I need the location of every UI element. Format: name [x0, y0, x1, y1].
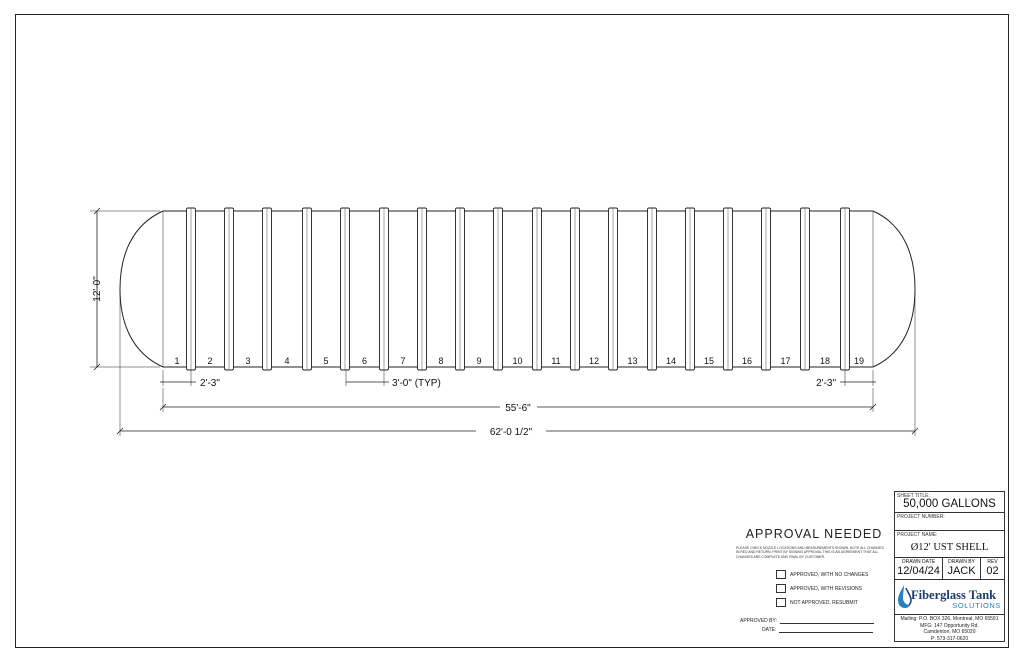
drawn-date-cell: [895, 558, 943, 579]
project-number-cell: [895, 513, 1004, 531]
company-address: [895, 616, 1004, 642]
rev-cell: [981, 558, 1004, 579]
sheet-title-label: SHEET TITLE:: [897, 493, 930, 499]
option-not-approved[interactable]: [776, 598, 858, 607]
address-line: P: 573-317-0620: [930, 635, 969, 642]
section-number: 13: [627, 356, 638, 366]
date-line[interactable]: [779, 626, 873, 633]
sheet-title-cell: [895, 492, 1004, 513]
typical-spacing-dimension: [346, 370, 389, 386]
section-number: 1: [174, 356, 180, 366]
section-number: 3: [245, 356, 251, 366]
rev-label: REV: [987, 559, 998, 565]
option-label: NOT APPROVED, RESUBMIT: [790, 599, 858, 606]
section-numbers: [174, 356, 864, 366]
approved-by-label: APPROVED BY:: [740, 618, 777, 624]
address-line: MFG: 147 Opportunity Rd.: [920, 622, 979, 629]
right-end-dimension: [840, 370, 876, 386]
water-drop-icon: [898, 585, 910, 608]
section-number: 4: [284, 356, 290, 366]
company-name: Fiberglass Tank: [911, 588, 997, 602]
section-number: 5: [323, 356, 329, 366]
drawing-info-row: [895, 558, 1004, 580]
checkbox-approved-with-revisions[interactable]: [776, 584, 786, 593]
approval-title: APPROVAL NEEDED: [745, 527, 883, 541]
section-number: 11: [551, 356, 561, 366]
project-name-label: PROJECT NAME:: [897, 532, 938, 538]
option-approved-no-changes[interactable]: [776, 570, 868, 579]
section-number: 6: [361, 356, 368, 366]
title-block: [894, 491, 1005, 642]
drawn-date-label: DRAWN DATE: [901, 559, 936, 565]
checkbox-not-approved[interactable]: [776, 598, 786, 607]
option-label: APPROVED, WITH NO CHANGES: [790, 571, 869, 578]
company-logo: [895, 580, 1004, 614]
address-line: Camdenton, MO 65020: [923, 629, 976, 635]
left-end-dimension: [160, 370, 196, 386]
section-number: 9: [476, 356, 482, 366]
address-line: Mailing: P.O. BOX 326, Montreal, MO 65591: [900, 616, 999, 622]
sheet-title: 50,000 GALLONS: [903, 498, 996, 510]
drawn-by-label: DRAWN BY: [948, 559, 975, 565]
project-number-label: PROJECT NUMBER:: [897, 514, 945, 520]
section-number: 12: [588, 356, 600, 366]
section-number: 10: [512, 356, 523, 366]
shell-length-dim-text: 55'-6": [505, 403, 531, 414]
tank-outline: [120, 211, 915, 367]
date-label: DATE:: [762, 627, 777, 633]
approval-note: PLEASE CHECK NOZZLE LOCATIONS AND MEASUREMENTS SHOWN. NOTE ALL CHANGES IN RED AND RETURN. PRINT BY SIGNING APPROVAL THIS IS AN AGREEMENT THAT ALL CHANGES ARE COMPLETE AND FINAL BY CUSTOMER.: [736, 546, 884, 559]
section-number: 7: [400, 356, 406, 366]
height-dim-text: 12'-0": [92, 276, 103, 302]
left-end-dim-text: 2'-3": [200, 378, 220, 389]
drawn-by: JACK: [947, 565, 976, 577]
logo-cell: [895, 580, 1004, 615]
section-number: 17: [780, 356, 791, 366]
project-name: Ø12' UST SHELL: [910, 542, 989, 553]
overall-length-dim-text: 62'-0 1/2": [489, 427, 533, 438]
drawn-by-cell: [943, 558, 981, 579]
date-row[interactable]: [762, 626, 873, 633]
tank-right-head: [873, 211, 915, 367]
rev: 02: [986, 565, 999, 577]
option-approved-with-revisions[interactable]: [776, 584, 862, 593]
approved-by-row[interactable]: [740, 617, 874, 624]
typical-spacing-dim-text: 3'-0" (TYP): [392, 378, 441, 389]
section-number: 14: [665, 356, 677, 366]
section-number: 8: [438, 356, 444, 366]
project-name-cell: [895, 531, 1004, 558]
checkbox-approved-no-changes[interactable]: [776, 570, 786, 579]
company-sub: SOLUTIONS: [952, 601, 1001, 610]
section-number: 18: [819, 356, 831, 366]
option-label: APPROVED, WITH REVISIONS: [790, 585, 862, 592]
section-number: 15: [703, 356, 715, 366]
tank-left-head: [120, 211, 163, 367]
tank-ribs: [187, 208, 850, 370]
section-number: 16: [741, 356, 753, 366]
section-number: 2: [207, 356, 213, 366]
approval-block: [736, 527, 886, 559]
right-end-dim-text: 2'-3": [816, 378, 836, 389]
approved-by-line[interactable]: [780, 617, 874, 624]
section-number: 19: [853, 356, 865, 366]
drawn-date: 12/04/24: [897, 565, 940, 577]
